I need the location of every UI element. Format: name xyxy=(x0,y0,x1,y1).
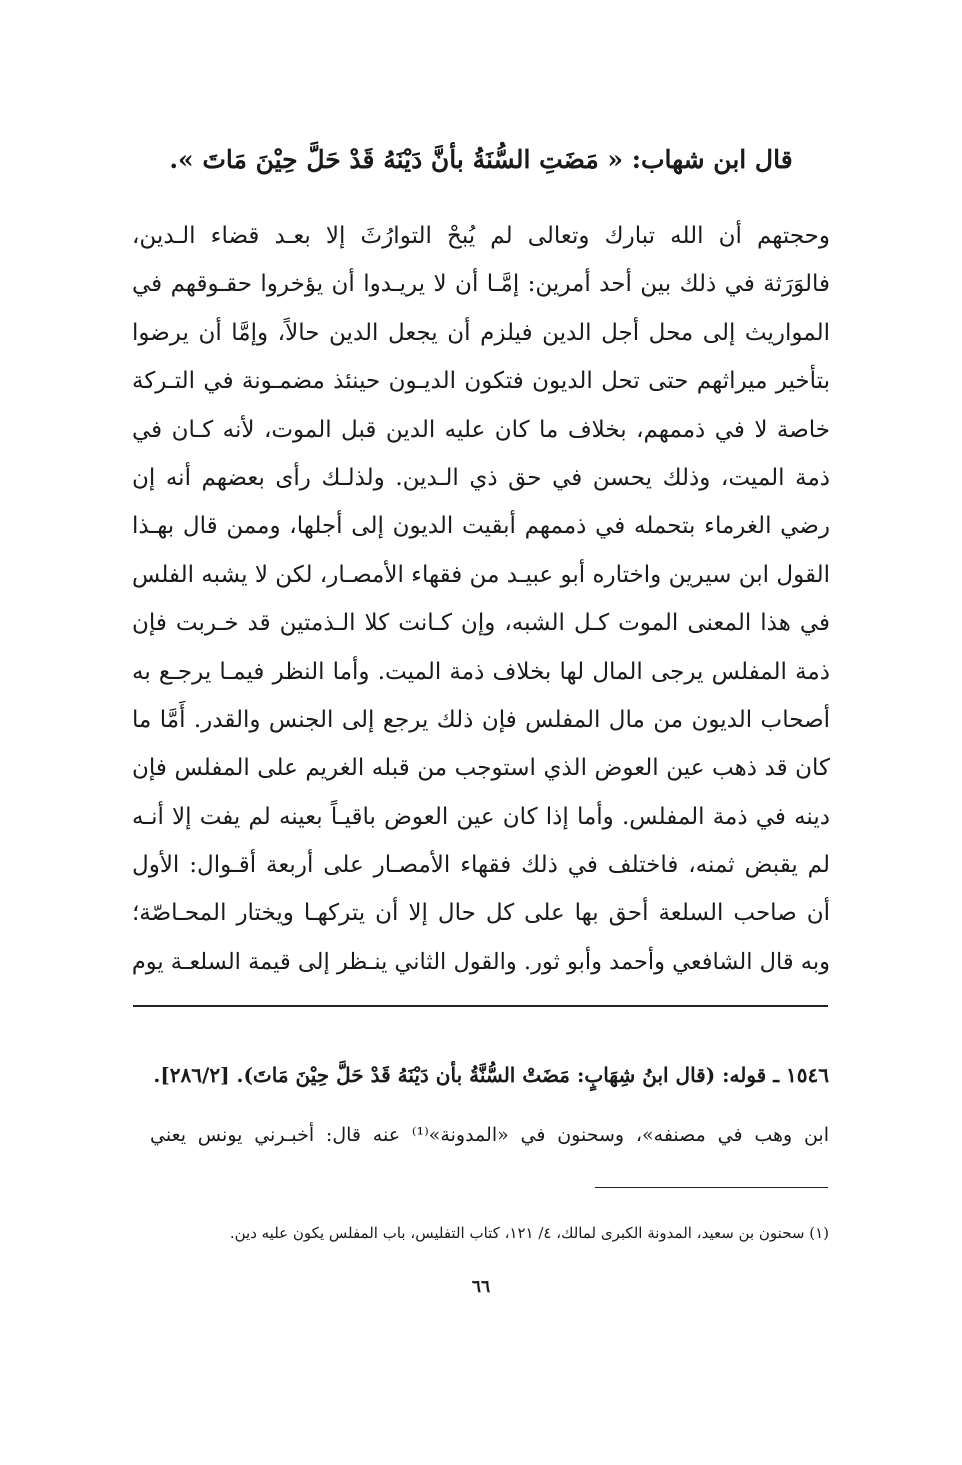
footnote-divider xyxy=(595,1187,828,1188)
text-line: وحجتهم أن الله تبارك وتعالى لم يُبحْ التوارُثَ إلا بعـد قضاء الـدين، xyxy=(132,223,830,249)
page-number: ٦٦ xyxy=(471,1277,491,1297)
text-line: القول ابن سيرين واختاره أبو عبيـد من فقهاء الأمصـار، لكن لا يشبه الفلس xyxy=(132,561,830,588)
text-line: رضي الغرماء بتحمله في ذممهم أبقيت الديون إلى أجلها، وممن قال بهـذا xyxy=(132,513,830,540)
commentary-heading: ١٥٤٦ ـ قوله: (قال ابنُ شِهَابٍ: مَضَتْ السُّنَّةُ بأن دَيْنَهُ قَدْ حَلَّ حِيْنَ مَاتَ). [٢٨٦/٢]. xyxy=(153,1063,829,1087)
text-line: أن صاحب السلعة أحق بها على كل حال إلا أن يتركهـا ويختار المحـاصّة؛ xyxy=(132,900,830,927)
section-divider xyxy=(133,1005,828,1007)
section-heading: قال ابن شهاب: « مَضَتِ السُّنَةُ بأنَّ دَيْنَهُ قَدْ حَلَّ حِيْنَ مَاتَ ». xyxy=(169,145,793,174)
text-line: فالوَرَثة في ذلك بين أحد أمرين: إمَّـا أن لا يريـدوا أن يؤخروا حقـوقهم في xyxy=(132,271,830,298)
text-line: كان قد ذهب عين العوض الذي استوجب من قبله الغريم على المفلس فإن xyxy=(132,755,830,782)
text-line: ذمة المفلس يرجى المال لها بخلاف ذمة الميت. وأما النظر فيمـا يرجـع به xyxy=(132,658,830,685)
footnote: (١) سحنون بن سعيد، المدونة الكبرى لمالك، ٤/ ١٢١، كتاب التفليس، باب المفلس يكون عليه دين. xyxy=(229,1224,829,1242)
text-line: وبه قال الشافعي وأحمد وأبو ثور. والقول الثاني ينـظر إلى قيمة السلعـة يوم xyxy=(132,948,830,975)
text-line: المواريث إلى محل أجل الدين فيلزم أن يجعل الدين حالاً، وإمَّا أن يرضوا xyxy=(132,319,830,346)
text-line: بتأخير ميراثهم حتى تحل الديون فتكون الديـون حينئذ مضمـونة في التـركة xyxy=(132,368,830,395)
text-line: أصحاب الديون من مال المفلس فإن ذلك يرجع إلى الجنس والقدر. أَمَّا ما xyxy=(132,706,830,733)
text-line: خاصة لا في ذممهم، بخلاف ما كان عليه الدين قبل الموت، لأنه كـان في xyxy=(132,416,830,443)
text-line: في هذا المعنى الموت كـل الشبه، وإن كـانت كلا الـذمتين قد خـربت فإن xyxy=(132,610,830,637)
commentary-text: ابن وهب في مصنفه»، وسحنون في «المدونة»⁽¹⁾ عنه قال: أخبـرني يونس يعني xyxy=(150,1124,829,1146)
text-line: دينه في ذمة المفلس. وأما إذا كان عين العوض باقيـاً بعينه لم يفت إلا أنـه xyxy=(132,803,830,830)
text-line: لم يقبض ثمنه، فاختلف في ذلك فقهاء الأمصـار على أربعة أقـوال: الأول xyxy=(132,852,830,879)
text-line: ذمة الميت، وذلك يحسن في حق ذي الـدين. ولذلـك رأى بعضهم أنه إن xyxy=(132,464,830,491)
main-text-block xyxy=(132,212,830,986)
